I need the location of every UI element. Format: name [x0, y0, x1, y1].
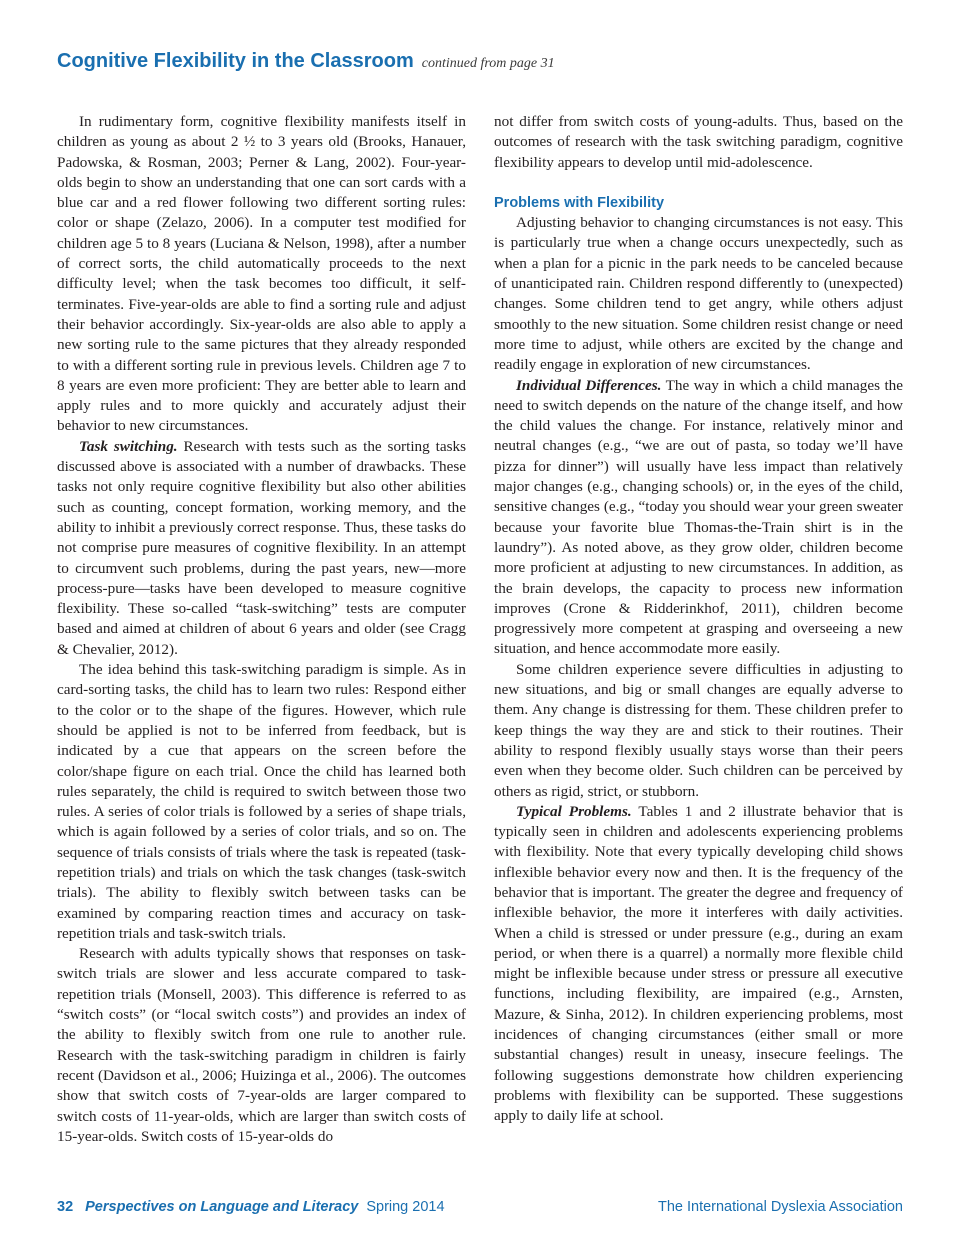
section-heading: Problems with Flexibility — [494, 194, 665, 211]
paragraph-text: Tables 1 and 2 illustrate behavior that is typically seen in children and adolescents experiencing problems with flexibility. Note that every typically developing child shows inflexible behavior every now and then. It is the frequency of the behavior that is important. The greater the degree and frequency of inflexible behavior, the more it interferes with daily activities. When a child is stressed or under pressure (e.g., during an exam period, or when there is a quarrel) a normally more flexible child might be inflexible because under stress or pressure all executive functions, including flexibility, are impaired (e.g., Arnsten, Mazure, & Sinha, 2012). In children experiencing problems, most incidences of changing circumstances (either small or more substantial changes) result in uneasy, insecure feelings. The following suggestions demonstrate how children experiencing problems with flexibility can be supported. These suggestions apply to daily life at school. — [494, 802, 903, 1125]
run-in-heading: Typical Problems. — [516, 802, 632, 820]
paragraph: not differ from switch costs of young-adults. Thus, based on the outcomes of research with the task switching paradigm, cognitive flexibility appears to develop until mid-adolescence. — [494, 113, 903, 171]
run-in-heading: Task switching. — [79, 437, 178, 455]
paragraph-text: Research with tests such as the sorting tasks discussed above is associated with a number of drawbacks. These tasks not only require cognitive flexibility but also other abilities such as counting, concept formation, working memory, and the ability to inhibit a previously correct response. Thus, these tasks do not comprise pure measures of cognitive flexibility. In an attempt to circumvent such problems, during the past years, new—more process-pure—tasks have been developed to measure cognitive flexibility. These so-called “task-switching” tests are computer based and aimed at children of about 6 years and older (see Cragg & Chevalier, 2012). — [57, 437, 466, 658]
paragraph: Some children experience severe difficulties in adjusting to new situations, and big or small changes are equally adverse to them. Any change is distressing for them. These children prefer to keep things the way they are and stick to their routines. Their ability to respond flexibly usually stays worse than their peers even when they become older. Such children can be perceived by others as rigid, strict, or stubborn. — [494, 660, 903, 800]
right-column — [494, 112, 903, 1127]
paragraph: The idea behind this task-switching paradigm is simple. As in card-sorting tasks, the child has to learn two rules: Respond either to the color or to the shape of the figures. However, which rule should be applied is not to be inferred from feedback, but is indicated by a cue that appears on the screen before the color/shape figure on each trial. Once the child has learned both rules separately, the child is required to switch between those two rules. A series of color trials is followed by a series of shape trials, which is again followed by a series of color trials, and so on. The sequence of trials consists of trials where the task is repeated (task-repetition trials) and trials on which the task changes (task-switch trials). The ability to flexibly switch between tasks can be examined by comparing reaction times and accuracy on task-repetition trials and task-switch trials. — [57, 661, 466, 942]
paragraph: In rudimentary form, cognitive flexibility manifests itself in children as young as about 2 ½ to 3 years old (Brooks, Hanauer, Padowska, & Rosman, 2003; Perner & Lang, 2002). Four-year-olds begin to show an understanding that one can sort cards with a blue car and a red flower following two different sorting rules: color or shape (Zelazo, 2006). In a computer test modified for children age 5 to 8 years (Luciana & Nelson, 1998), after a number of correct sorts, the child automatically proceeds to the next difficulty level; when the task becomes too difficult, it self-terminates. Five-year-olds are able to find a sorting rule and adjust their behavior accordingly. Six-year-olds are also able to apply a new sorting rule to the same pictures that they already responded to with a different sorting rule in previous levels. Children age 7 to 8 years are even more proficient: They are better able to learn and apply rules and to more quickly and accurately adjust their behavior to new circumstances. — [57, 113, 466, 435]
page-number: 32 — [57, 1199, 74, 1215]
paragraph — [57, 437, 466, 660]
page-header — [57, 50, 917, 73]
continued-note: continued from page 31 — [421, 56, 555, 71]
run-in-heading: Individual Differences. — [516, 376, 662, 394]
paragraph — [494, 376, 903, 660]
page-footer — [57, 1199, 903, 1215]
paragraph: Research with adults typically shows that responses on task-switch trials are slower and less accurate compared to task-repetition trials (Monsell, 2003). This difference is referred to as “switch costs” (or “local switch costs”) and provides an index of the ability to flexibly switch from one rule to another rule. Research with the task-switching paradigm in children is fairly recent (Davidson et al., 2006; Huizinga et al., 2006). The outcomes show that switch costs of 7-year-olds are larger compared to switch costs of 11-year-olds, which are larger than switch costs of 15-year-olds. Switch costs of 15-year-olds do — [57, 945, 466, 1145]
article-title: Cognitive Flexibility in the Classroom — [57, 50, 414, 72]
paragraph-text: The way in which a child manages the need to switch depends on the nature of the change itself, and how the child values the change. For instance, relatively minor and neutral changes (e.g., “we are out of pasta, so today we’ll have pizza for dinner”) will usually have less impact than relatively major changes (e.g., changing schools) or, in the eyes of the child, sensitive changes (e.g., “today you should wear your green sweater because your favorite blue Thomas-the-Train shirt is in the laundry”). As noted above, as they grow older, children become more proficient at adjusting to new circumstances. In addition, as the brain develops, the capacity to process new information improves (Crone & Ridderinkhof, 2011), children become progressively more competent at grasping and overseeing a new situation, and hence accommodate more easily. — [494, 376, 903, 658]
journal-name: Perspectives on Language and Literacy — [85, 1199, 359, 1215]
paragraph — [494, 802, 903, 1127]
organization-name: The International Dyslexia Association — [657, 1199, 903, 1215]
issue-date: Spring 2014 — [366, 1199, 445, 1215]
left-column — [57, 112, 466, 1147]
paragraph: Adjusting behavior to changing circumstances is not easy. This is particularly true when a change occurs unexpectedly, such as when a plan for a picnic in the park needs to be canceled because of unanticipated rain. Children respond differently to (unexpected) changes. Some children tend to get angry, while others adjust smoothly to the new situation. Some children resist change or need more time to adjust, while others are excited by the change and readily engage in exploration of new circumstances. — [494, 214, 903, 374]
